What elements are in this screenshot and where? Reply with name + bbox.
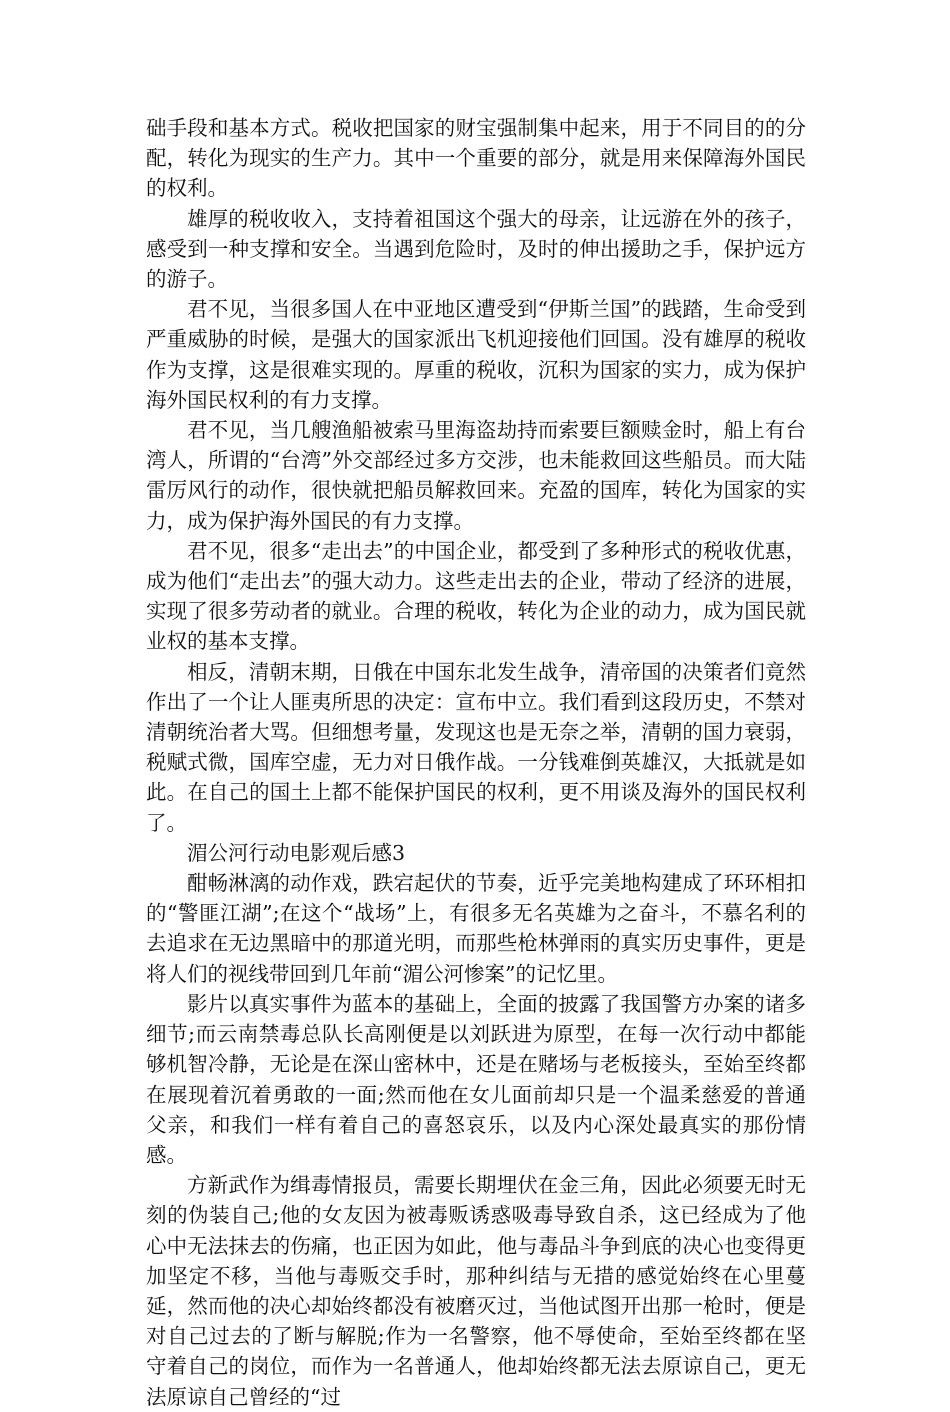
paragraph-7: 酣畅淋漓的动作戏，跌宕起伏的节奏，近乎完美地构建成了环环相扣的“警匪江湖”;在这个“战场”上，有很多无名英雄为之奋斗，不慕名利的去追求在无边黑暗中的那道光明，而那些枪林弹雨的真实历史事件，更是将人们的视线带回到几年前“湄公河惨案”的记忆里。: [146, 871, 806, 986]
paragraph-6: 相反，清朝末期，日俄在中国东北发生战争，清帝国的决策者们竟然作出了一个让人匪夷所思的决定：宣布中立。我们看到这段历史，不禁对清朝统治者大骂。但细想考量，发现这也是无奈之举，清朝的国力衰弱，税赋式微，国库空虚，无力对日俄作战。一分钱难倒英雄汉，大抵就是如此。在自己的国土上都不能保护国民的权利，更不用谈及海外的国民权利了。: [146, 659, 806, 835]
paragraph-3: 君不见，当很多国人在中亚地区遭受到“伊斯兰国”的践踏，生命受到严重威胁的时候，是强大的国家派出飞机迎接他们回国。没有雄厚的税收作为支撑，这是很难实现的。厚重的税收，沉积为国家的实力，成为保护海外国民权利的有力支撑。: [146, 297, 806, 412]
paragraph-9: 方新武作为缉毒情报员，需要长期埋伏在金三角，因此必须要无时无刻的伪装自己;他的女友因为被毒贩诱惑吸毒导致自杀，这已经成为了他心中无法抹去的伤痛，也正因为如此，他与毒品斗争到底的决心也变得更加坚定不移，当他与毒贩交手时，那种纠结与无措的感觉始终在心里蔓延，然而他的决心却始终都没有被磨灭过，当他试图开出那一枪时，便是对自己过去的了断与解脱;作为一名警察，他不辱使命，至始至终都在坚守着自己的岗位，而作为一名普通人，他却始终都无法去原谅自己，更无法原谅自己曾经的“过: [146, 1173, 806, 1409]
paragraph-8: 影片以真实事件为蓝本的基础上，全面的披露了我国警方办案的诸多细节;而云南禁毒总队长高刚便是以刘跃进为原型，在每一次行动中都能够机智冷静，无论是在深山密林中，还是在赌场与老板接头，至始至终都在展现着沉着勇敢的一面;然而他在女儿面前却只是一个温柔慈爱的普通父亲，和我们一样有着自己的喜怒哀乐，以及内心深处最真实的那份情感。: [146, 991, 806, 1167]
paragraph-1: 础手段和基本方式。税收把国家的财宝强制集中起来，用于不同目的的分配，转化为现实的生产力。其中一个重要的部分，就是用来保障海外国民的权利。: [146, 116, 806, 201]
section-heading: 湄公河行动电影观后感3: [187, 840, 406, 865]
document-body: [146, 113, 806, 1412]
paragraph-4: 君不见，当几艘渔船被索马里海盗劫持而索要巨额赎金时，船上有台湾人，所谓的“台湾”外交部经过多方交涉，也未能救回这些船员。而大陆雷厉风行的动作，很快就把船员解救回来。充盈的国库，转化为国家的实力，成为保护海外国民的有力支撑。: [146, 418, 806, 533]
paragraph-5: 君不见，很多“走出去”的中国企业，都受到了多种形式的税收优惠，成为他们“走出去”的强大动力。这些走出去的企业，带动了经济的进展，实现了很多劳动者的就业。合理的税收，转化为企业的动力，成为国民就业权的基本支撑。: [146, 538, 806, 654]
paragraph-2: 雄厚的税收收入，支持着祖国这个强大的母亲，让远游在外的孩子，感受到一种支撑和安全。当遇到危险时，及时的伸出援助之手，保护远方的游子。: [146, 206, 806, 292]
